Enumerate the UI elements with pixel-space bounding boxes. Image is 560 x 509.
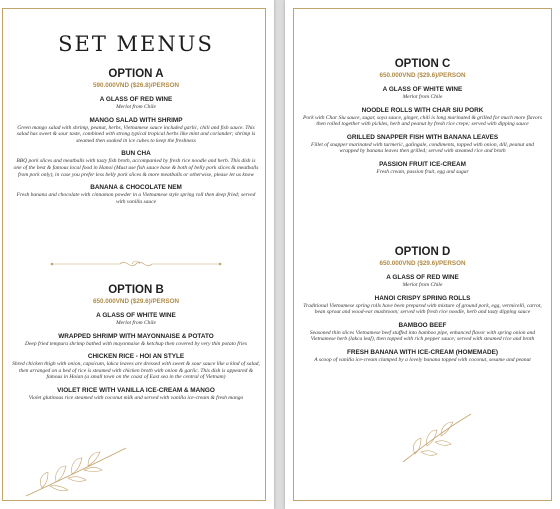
dish-description: Merlot from Chile (116, 320, 156, 326)
dish-description: Pork with Char Siu sauce, sugar, soya sauce, ginger, chili is long marinated & grilled for much more flavors then rolled together with pickles, herb and peanut by fresh rice crepe; served with dipping sauce (302, 114, 543, 128)
dish-name: A GLASS OF RED WINE (99, 96, 173, 103)
leaf-branch-ornament (22, 440, 132, 500)
dish-item (299, 107, 546, 128)
option-c (299, 58, 546, 176)
option-c-title: OPTION C (394, 58, 451, 70)
dish-item (299, 295, 546, 316)
option-a-price: 590.000VND ($26.8)/PERSON (92, 82, 180, 89)
page-title: SET MENUS (58, 32, 214, 56)
dish-item (299, 161, 546, 176)
dish-description: Merlot from Chile (402, 282, 443, 288)
dish-item (10, 184, 262, 205)
dish-item (10, 117, 262, 145)
option-a-title: OPTION A (108, 68, 164, 80)
dish-item (299, 86, 546, 101)
option-c-price: 650.000VND ($29.6)/PERSON (379, 72, 466, 79)
dish-item (10, 150, 262, 178)
ornament-divider (10, 258, 262, 270)
dish-item (299, 134, 546, 155)
dish-item (10, 96, 262, 111)
dish-name: FRESH BANANA WITH ICE-CREAM (HOMEMADE) (347, 348, 498, 356)
dish-item (10, 387, 262, 402)
option-a (10, 68, 262, 205)
leaf-branch-ornament (397, 408, 477, 466)
dish-description: Violet glutinous rice steamed with coconut milk and served with vanilla ice-cream & fresh mango (28, 394, 244, 401)
dish-description: Green mango salad with shrimp, peanut, herbs, Vietnamese sauce included garlic, chili and fish sauce. This salad has sweet & sour taste, combined with strong typical tropical herbs like mint and coriander; shrimp is steamed then soaked in ice cubes to keep the freshness (16, 124, 256, 144)
dish-description: Fresh cream, passion fruit, egg and sugar (376, 168, 469, 175)
option-b (10, 284, 262, 402)
dish-description: Merlot from Chile (116, 104, 156, 110)
left-menu-page (0, 0, 274, 509)
dish-name: VIOLET RICE WITH VANILLA ICE-CREAM & MANGO (57, 386, 215, 394)
option-d-price: 650.000VND ($29.6)/PERSON (379, 260, 466, 267)
dish-description: BBQ pork slices and meatballs with tasty fish broth, accompanied by fresh rice noodle and herb. This dish is one of the best & famous local food in Hanoi (Must use fish sauce base & both of belly pork slices & meatballs from pork only), in case you prefer less belly pork slices & more meatballs or otherwise, please let us know (13, 158, 259, 178)
dish-description: Seasoned thin slices Vietnamese beef stuffed into bamboo pipe, enhanced flavor with spring onion and Vietnamese herb (lakca leaf), then topped with rich pepper sauce; served with steamed rice and broth (309, 329, 536, 343)
dish-description: Fresh banana and chocolate with cinnamon powder in a Vietnamese style spring roll then deep fried; served with vanilla sauce (16, 192, 256, 205)
dish-item (299, 274, 546, 289)
dish-item (299, 322, 546, 343)
dish-item (10, 333, 262, 348)
dish-description: Deep fried tempura shrimp bathed with mayonnaise & ketchup then covered by very thin potato fries (24, 340, 248, 347)
dish-description: A scoop of vanilla ice-cream clamped by a lovely banana topped with coconut, sesame and peanut (314, 356, 531, 363)
dish-name: CHICKEN RICE - HOI AN STYLE (87, 353, 185, 361)
dish-name: A GLASS OF WHITE WINE (96, 312, 176, 319)
option-d-title: OPTION D (394, 246, 451, 258)
dish-item (299, 349, 546, 364)
dish-description: Merlot from Chile (402, 94, 443, 100)
option-d (299, 246, 546, 364)
dish-description: Traditional Vietnamese spring rolls have been prepared with mixture of ground pork, egg, vermicelli, carrot, bean sprout and wood-ear mushroom; served with fresh rice noodle, herb and tasty dipping sauce (303, 302, 542, 316)
option-b-price: 650.000VND ($29.6)/PERSON (92, 298, 180, 305)
dish-name: BAMBOO BEEF (398, 321, 447, 329)
dish-name: MANGO SALAD WITH SHRIMP (89, 116, 183, 124)
dish-name: HANOI CRISPY SPRING ROLLS (374, 294, 471, 302)
dish-name: BUN CHA (121, 150, 151, 158)
dish-name: NOODLE ROLLS WITH CHAR SIU PORK (361, 106, 484, 114)
option-b-title: OPTION B (108, 284, 164, 296)
dish-name: WRAPPED SHRIMP WITH MAYONNAISE & POTATO (58, 332, 214, 340)
right-menu-page (285, 0, 560, 509)
dish-description: Shred chicken thigh with onion, capsicum, lakca leaves are dressed with sweet & sour sauce like a kind of salad, then arranged on a bed of rice is steamed with chicken broth with onion & garlic. This dish is appeared & famous in Hoian (a small town on the coast of East sea in the central of Vietnam) (12, 361, 260, 381)
dish-name: GRILLED SNAPPER FISH WITH BANANA LEAVES (346, 133, 499, 141)
dish-name: A GLASS OF WHITE WINE (382, 86, 463, 93)
dish-name: A GLASS OF RED WINE (386, 274, 459, 281)
dish-name: PASSION FRUIT ICE-CREAM (379, 160, 466, 168)
dish-name: BANANA & CHOCOLATE NEM (90, 184, 182, 192)
dish-item (10, 312, 262, 327)
dish-description: Fillet of snapper marinated with turmeric, galingale, condiments, topped with onion, dill, peanut and wrapped by banana leaves then grilled; served with steamed rice and broth (310, 141, 535, 155)
dish-item (10, 353, 262, 381)
